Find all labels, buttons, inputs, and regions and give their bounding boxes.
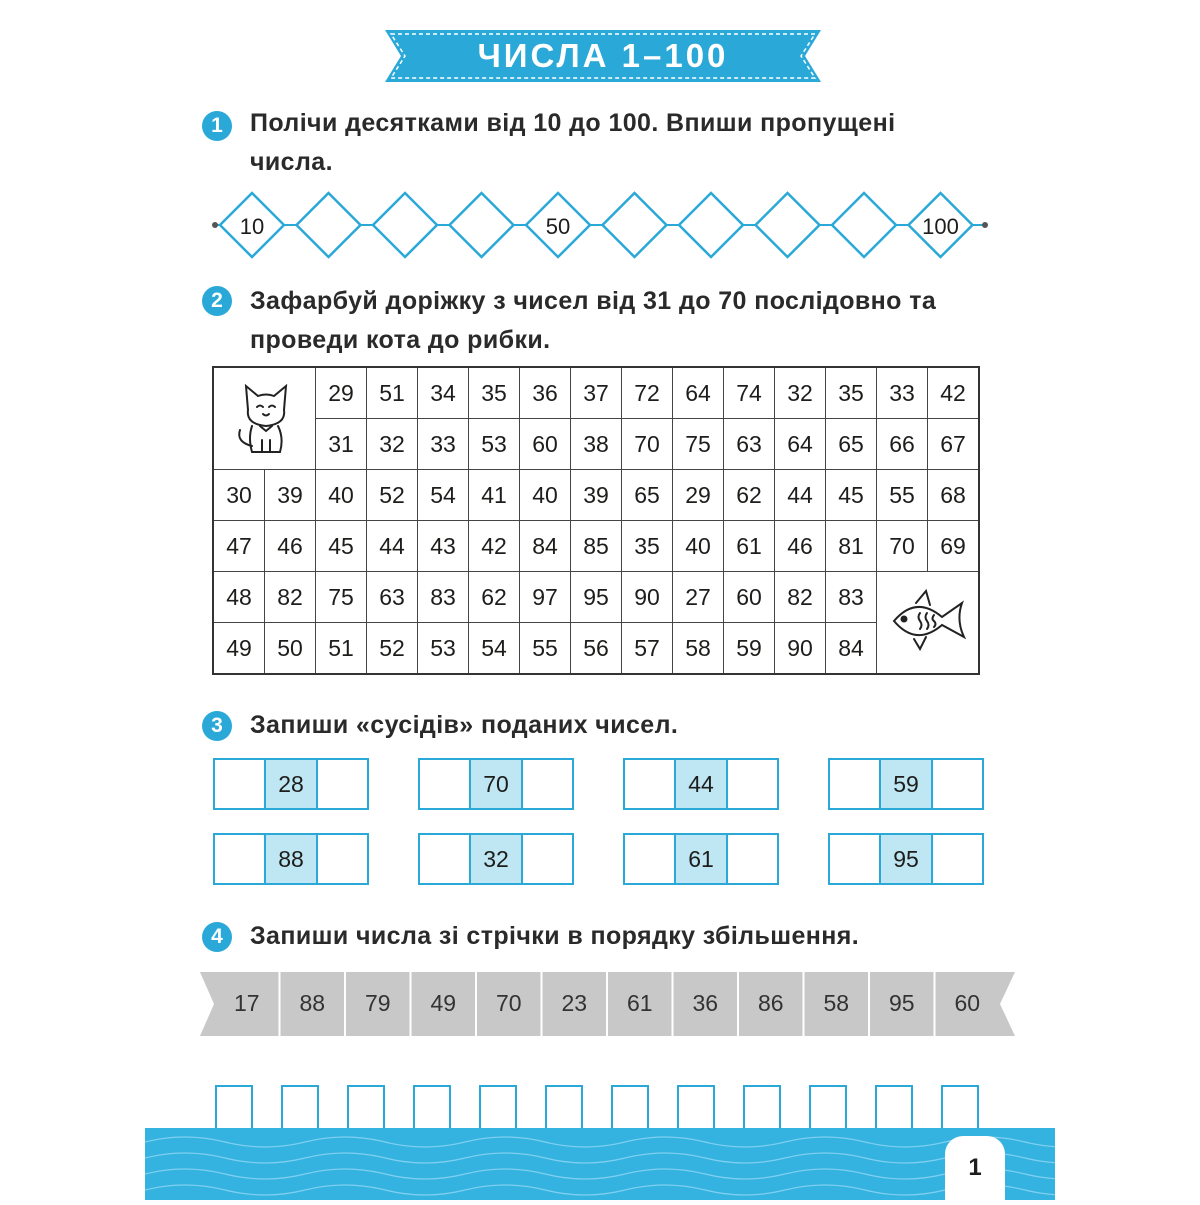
grid-cell[interactable]: 84 xyxy=(826,623,877,675)
neighbour-number: 61 xyxy=(674,835,727,883)
grid-cell[interactable]: 42 xyxy=(928,367,980,419)
grid-cell[interactable]: 46 xyxy=(775,521,826,572)
grid-cell[interactable]: 33 xyxy=(418,419,469,470)
answer-box[interactable] xyxy=(413,1085,451,1133)
grid-row xyxy=(213,623,979,675)
grid-cell[interactable]: 82 xyxy=(265,572,316,623)
number-diamond[interactable] xyxy=(297,193,361,257)
task-number-4: 4 xyxy=(202,922,232,952)
grid-cell[interactable]: 46 xyxy=(265,521,316,572)
number-diamond[interactable] xyxy=(603,193,667,257)
grid-cell[interactable]: 42 xyxy=(469,521,520,572)
number-path-grid xyxy=(212,366,980,675)
grid-cell[interactable]: 51 xyxy=(316,623,367,675)
grid-cell[interactable]: 51 xyxy=(367,367,418,419)
answer-box[interactable] xyxy=(545,1085,583,1133)
grid-cell[interactable]: 69 xyxy=(928,521,980,572)
grid-cell[interactable]: 54 xyxy=(469,623,520,675)
grid-cell[interactable]: 97 xyxy=(520,572,571,623)
grid-cell[interactable]: 29 xyxy=(673,470,724,521)
grid-cell[interactable]: 29 xyxy=(316,367,367,419)
grid-cell[interactable]: 63 xyxy=(724,419,775,470)
tape-number: 49 xyxy=(430,990,457,1016)
number-tape xyxy=(200,970,1015,1038)
grid-cell[interactable]: 34 xyxy=(418,367,469,419)
page-number: 1 xyxy=(945,1136,1005,1200)
task-2-text: Зафарбуй доріжку з чисел від 31 до 70 послідовно та проведи кота до рибки. xyxy=(250,287,937,354)
neighbour-box xyxy=(418,833,574,885)
grid-cell[interactable]: 62 xyxy=(469,572,520,623)
neighbour-number: 88 xyxy=(264,835,317,883)
grid-cell[interactable]: 27 xyxy=(673,572,724,623)
grid-cell[interactable]: 43 xyxy=(418,521,469,572)
grid-cell[interactable]: 35 xyxy=(826,367,877,419)
number-diamond[interactable] xyxy=(832,193,896,257)
grid-cell[interactable]: 61 xyxy=(724,521,775,572)
answer-box[interactable] xyxy=(215,1085,253,1133)
grid-cell[interactable]: 40 xyxy=(316,470,367,521)
grid-cell[interactable]: 53 xyxy=(469,419,520,470)
neighbour-left-input[interactable] xyxy=(830,835,879,883)
grid-cell[interactable]: 45 xyxy=(826,470,877,521)
neighbour-left-input[interactable] xyxy=(420,760,469,808)
grid-cell[interactable]: 41 xyxy=(469,470,520,521)
tape-number: 95 xyxy=(888,990,915,1016)
neighbour-right-input[interactable] xyxy=(728,760,777,808)
answer-box[interactable] xyxy=(941,1085,979,1133)
neighbour-number: 28 xyxy=(264,760,317,808)
tape-number: 79 xyxy=(364,990,391,1016)
grid-cell[interactable]: 83 xyxy=(826,572,877,623)
grid-cell[interactable]: 70 xyxy=(877,521,928,572)
neighbour-left-input[interactable] xyxy=(830,760,879,808)
grid-cell[interactable]: 37 xyxy=(571,367,622,419)
grid-cell[interactable]: 40 xyxy=(673,521,724,572)
fish-icon xyxy=(886,587,970,653)
grid-cell[interactable]: 30 xyxy=(213,470,265,521)
grid-cell[interactable]: 85 xyxy=(571,521,622,572)
workbook-page xyxy=(145,0,1055,1200)
grid-cell[interactable]: 57 xyxy=(622,623,673,675)
neighbour-number: 32 xyxy=(469,835,522,883)
grid-cell[interactable]: 38 xyxy=(571,419,622,470)
grid-cell[interactable]: 75 xyxy=(673,419,724,470)
grid-cell[interactable]: 49 xyxy=(213,623,265,675)
neighbour-number: 59 xyxy=(879,760,932,808)
grid-cell[interactable]: 60 xyxy=(724,572,775,623)
neighbour-box xyxy=(213,833,369,885)
grid-cell[interactable]: 70 xyxy=(622,419,673,470)
diamond-value: 10 xyxy=(239,214,265,239)
grid-cell[interactable]: 55 xyxy=(520,623,571,675)
neighbour-left-input[interactable] xyxy=(215,760,264,808)
neighbour-number: 44 xyxy=(674,760,727,808)
grid-cell[interactable]: 72 xyxy=(622,367,673,419)
grid-cell[interactable]: 32 xyxy=(367,419,418,470)
grid-cell[interactable]: 54 xyxy=(418,470,469,521)
answer-box[interactable] xyxy=(743,1085,781,1133)
grid-cell[interactable]: 95 xyxy=(571,572,622,623)
grid-cell[interactable]: 44 xyxy=(367,521,418,572)
tape-number: 58 xyxy=(823,990,850,1016)
task-number-2: 2 xyxy=(202,286,232,316)
grid-row xyxy=(213,521,979,572)
fish-cell xyxy=(877,572,980,675)
neighbour-box xyxy=(623,833,779,885)
number-diamond[interactable] xyxy=(756,193,820,257)
answer-box[interactable] xyxy=(281,1085,319,1133)
neighbour-box xyxy=(418,758,574,810)
number-diamond[interactable] xyxy=(450,193,514,257)
tape-number: 61 xyxy=(626,990,653,1016)
grid-cell[interactable]: 81 xyxy=(826,521,877,572)
tape-number: 60 xyxy=(954,990,981,1016)
cat-cell xyxy=(213,367,316,470)
grid-cell[interactable]: 63 xyxy=(367,572,418,623)
task-3-text: Запиши «сусідів» поданих чисел. xyxy=(250,711,679,739)
grid-cell[interactable]: 39 xyxy=(265,470,316,521)
grid-row xyxy=(213,419,979,470)
grid-cell[interactable]: 90 xyxy=(775,623,826,675)
grid-cell[interactable]: 65 xyxy=(826,419,877,470)
grid-cell[interactable]: 52 xyxy=(367,623,418,675)
tape-number: 88 xyxy=(299,990,326,1016)
grid-cell[interactable]: 35 xyxy=(622,521,673,572)
neighbour-right-input[interactable] xyxy=(933,760,982,808)
grid-cell[interactable]: 39 xyxy=(571,470,622,521)
task-number-3: 3 xyxy=(202,711,232,741)
neighbour-right-input[interactable] xyxy=(523,760,572,808)
grid-cell[interactable]: 36 xyxy=(520,367,571,419)
grid-cell[interactable]: 47 xyxy=(213,521,265,572)
answer-box[interactable] xyxy=(677,1085,715,1133)
grid-cell[interactable]: 74 xyxy=(724,367,775,419)
grid-cell[interactable]: 64 xyxy=(775,419,826,470)
title-ribbon xyxy=(385,26,821,86)
neighbour-left-input[interactable] xyxy=(420,835,469,883)
grid-cell[interactable]: 48 xyxy=(213,572,265,623)
tape-number: 36 xyxy=(692,990,719,1016)
grid-row xyxy=(213,470,979,521)
grid-cell[interactable]: 64 xyxy=(673,367,724,419)
grid-cell[interactable]: 53 xyxy=(418,623,469,675)
grid-cell[interactable]: 65 xyxy=(622,470,673,521)
grid-cell[interactable]: 50 xyxy=(265,623,316,675)
grid-cell[interactable]: 67 xyxy=(928,419,980,470)
grid-cell[interactable]: 35 xyxy=(469,367,520,419)
grid-cell[interactable]: 58 xyxy=(673,623,724,675)
number-diamond[interactable] xyxy=(373,193,437,257)
grid-cell[interactable]: 83 xyxy=(418,572,469,623)
task-number-1: 1 xyxy=(202,111,232,141)
grid-cell[interactable]: 45 xyxy=(316,521,367,572)
cat-icon xyxy=(230,376,300,456)
neighbour-left-input[interactable] xyxy=(625,835,674,883)
grid-row xyxy=(213,572,979,623)
grid-cell[interactable]: 82 xyxy=(775,572,826,623)
grid-cell[interactable]: 62 xyxy=(724,470,775,521)
neighbour-number: 95 xyxy=(879,835,932,883)
neighbour-number: 70 xyxy=(469,760,522,808)
neighbour-box xyxy=(828,833,984,885)
grid-cell[interactable]: 40 xyxy=(520,470,571,521)
grid-cell[interactable]: 68 xyxy=(928,470,980,521)
grid-cell[interactable]: 31 xyxy=(316,419,367,470)
diamond-chain xyxy=(205,190,1005,260)
answer-box[interactable] xyxy=(809,1085,847,1133)
grid-cell[interactable]: 32 xyxy=(775,367,826,419)
answer-box[interactable] xyxy=(611,1085,649,1133)
grid-cell[interactable]: 55 xyxy=(877,470,928,521)
grid-cell[interactable]: 60 xyxy=(520,419,571,470)
tape-number: 86 xyxy=(757,990,784,1016)
grid-cell[interactable]: 59 xyxy=(724,623,775,675)
neighbour-left-input[interactable] xyxy=(215,835,264,883)
neighbour-left-input[interactable] xyxy=(625,760,674,808)
footer-wave xyxy=(145,1128,1055,1200)
answer-box[interactable] xyxy=(875,1085,913,1133)
neighbour-box xyxy=(828,758,984,810)
task-1-text: Полічи десятками від 10 до 100. Впиши пропущені числа. xyxy=(250,109,896,176)
page-title: ЧИСЛА 1–100 xyxy=(477,37,729,74)
number-diamond[interactable] xyxy=(679,193,743,257)
answer-box[interactable] xyxy=(347,1085,385,1133)
grid-cell[interactable]: 56 xyxy=(571,623,622,675)
grid-cell[interactable]: 90 xyxy=(622,572,673,623)
diamond-value: 100 xyxy=(922,214,959,239)
grid-cell[interactable]: 44 xyxy=(775,470,826,521)
tape-number: 23 xyxy=(561,990,588,1016)
neighbour-right-input[interactable] xyxy=(933,835,982,883)
neighbour-right-input[interactable] xyxy=(523,835,572,883)
grid-cell[interactable]: 52 xyxy=(367,470,418,521)
task-4-text: Запиши числа зі стрічки в порядку збільшення. xyxy=(250,922,860,950)
neighbour-right-input[interactable] xyxy=(318,760,367,808)
tape-number: 17 xyxy=(233,990,260,1016)
neighbour-right-input[interactable] xyxy=(318,835,367,883)
grid-cell[interactable]: 33 xyxy=(877,367,928,419)
grid-cell[interactable]: 75 xyxy=(316,572,367,623)
diamond-value: 50 xyxy=(545,214,571,239)
neighbour-right-input[interactable] xyxy=(728,835,777,883)
grid-cell[interactable]: 84 xyxy=(520,521,571,572)
grid-cell[interactable]: 66 xyxy=(877,419,928,470)
answer-box[interactable] xyxy=(479,1085,517,1133)
neighbour-box xyxy=(623,758,779,810)
neighbour-box xyxy=(213,758,369,810)
tape-number: 70 xyxy=(495,990,522,1016)
grid-row xyxy=(213,367,979,419)
